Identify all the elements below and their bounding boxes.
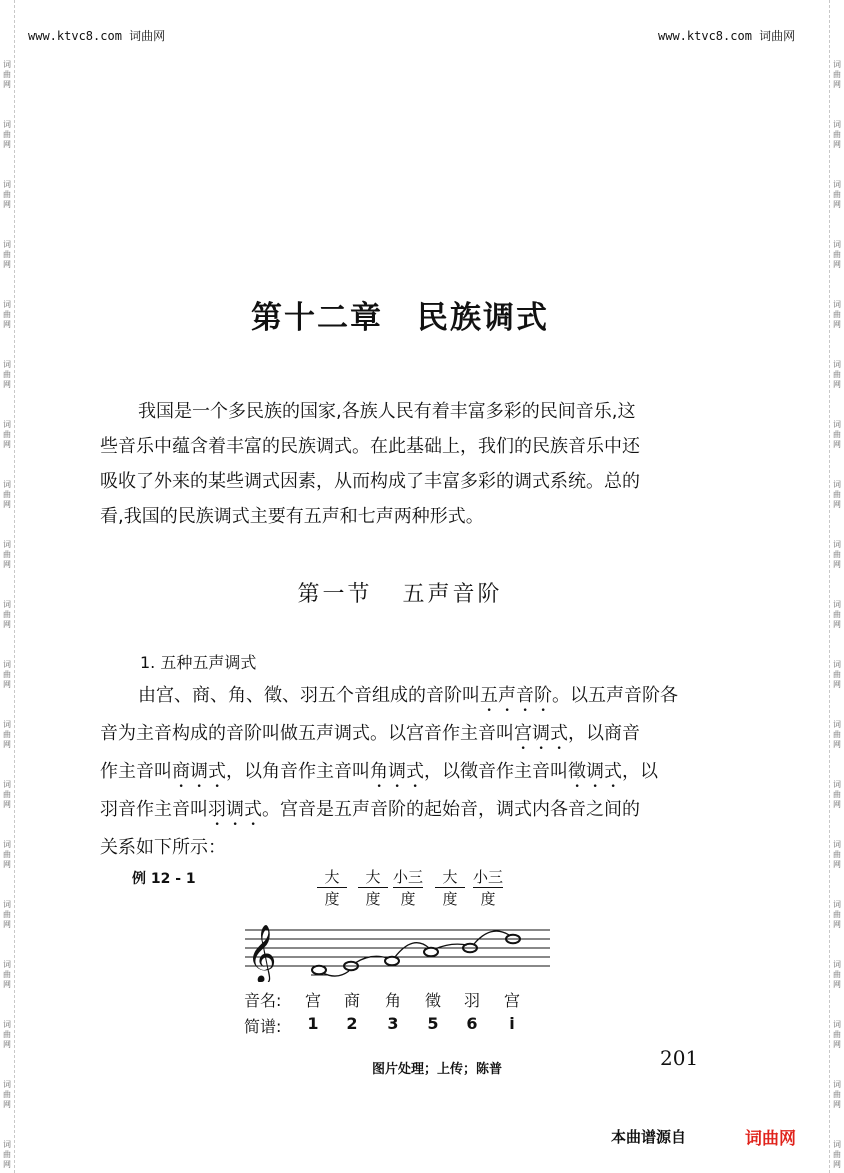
- header-left-link[interactable]: [28, 27, 165, 44]
- header-right-link[interactable]: [658, 27, 795, 44]
- text-run: ，以角音作主音叫: [226, 761, 370, 782]
- side-watermark: 词 曲 网: [833, 120, 841, 149]
- slur-1: [323, 971, 349, 976]
- footer-site-link[interactable]: 词曲网: [745, 1129, 796, 1149]
- side-watermark: 词 曲 网: [3, 120, 11, 149]
- header-right-site: 词曲网: [759, 29, 796, 43]
- side-watermark: 词 曲 网: [833, 240, 841, 269]
- text-run: 音为主音构成的音阶叫做五声调式。以宫音作主音叫: [100, 723, 514, 744]
- interval-size: 大: [435, 868, 465, 888]
- section-name: 五声音阶: [402, 582, 503, 607]
- side-watermark: 词 曲 网: [833, 780, 841, 809]
- side-watermark: 词 曲 网: [3, 60, 11, 89]
- slur-5: [474, 931, 509, 944]
- side-watermark: 词 曲 网: [833, 360, 841, 389]
- side-watermark: 词 曲 网: [3, 780, 11, 809]
- page-number: 201: [660, 1046, 699, 1070]
- header-left-url: www.ktvc8.com: [28, 29, 122, 43]
- text-run: 。宫音是五声音阶的起始音，调式内各音之间的: [262, 799, 640, 820]
- side-watermark: 词 曲 网: [3, 360, 11, 389]
- side-watermark: 词 曲 网: [833, 960, 841, 989]
- interval-unit: 度: [400, 890, 416, 908]
- credit-line: 图片处理；上传；陈普: [372, 1062, 503, 1077]
- body-line: 关系如下所示：: [100, 837, 226, 858]
- side-watermark: 词 曲 网: [833, 1080, 841, 1109]
- text-run: 作主音叫: [100, 761, 172, 782]
- side-watermark: 词 曲 网: [3, 300, 11, 329]
- text-run: ，以商音: [568, 723, 640, 744]
- side-watermark: 词 曲 网: [3, 540, 11, 569]
- text-run: ，以徵音作主音叫: [424, 761, 568, 782]
- body-line: [100, 792, 700, 830]
- interval-label: [317, 868, 347, 910]
- interval-unit: 度: [480, 890, 496, 908]
- right-margin-strip: [829, 0, 844, 1173]
- interval-label: [358, 868, 388, 910]
- text-run: 。以五声音阶各: [552, 685, 678, 706]
- side-watermark: 词 曲 网: [3, 720, 11, 749]
- side-watermark: 词 曲 网: [3, 240, 11, 269]
- interval-unit: 度: [324, 890, 340, 908]
- note-jue: [385, 957, 399, 965]
- side-watermark: 词 曲 网: [833, 900, 841, 929]
- intro-paragraph: [100, 394, 700, 534]
- text-run: 羽音作主音叫: [100, 799, 208, 820]
- section-number: 第一节: [297, 582, 373, 607]
- side-watermark: 词 曲 网: [3, 1020, 11, 1049]
- side-watermark: 词 曲 网: [3, 660, 11, 689]
- side-watermark: 词 曲 网: [3, 840, 11, 869]
- side-watermark: 词 曲 网: [833, 720, 841, 749]
- intro-line: 些音乐中蕴含着丰富的民族调式。在此基础上，我们的民族音乐中还: [100, 436, 640, 457]
- side-watermark: 词 曲 网: [3, 180, 11, 209]
- interval-unit: 度: [365, 890, 381, 908]
- side-watermark: 词 曲 网: [3, 480, 11, 509]
- jianpu-label: 简谱:: [244, 1017, 282, 1036]
- notes: [312, 935, 520, 974]
- interval-size: 小三: [393, 868, 424, 886]
- interval-unit: 度: [442, 890, 458, 908]
- side-watermark: 词 曲 网: [3, 1140, 11, 1169]
- chapter-name: 民族调式: [417, 300, 549, 336]
- jianpu-digit: 3: [387, 1014, 399, 1033]
- jianpu-digit: 5: [427, 1014, 439, 1033]
- term-shang-mode: 商调式: [172, 761, 226, 782]
- note-name-label: 音名:: [244, 991, 282, 1010]
- interval-label: [473, 868, 503, 910]
- section-title: [0, 577, 800, 608]
- body-line: [100, 754, 700, 792]
- side-watermark: 词 曲 网: [3, 1080, 11, 1109]
- interval-size: 大: [317, 868, 347, 888]
- side-watermark: 词 曲 网: [833, 300, 841, 329]
- header-right-url: www.ktvc8.com: [658, 29, 752, 43]
- chapter-number: 第十二章: [251, 300, 383, 336]
- footer-source-label: 本曲谱源自: [611, 1128, 687, 1146]
- side-watermark: 词 曲 网: [833, 600, 841, 629]
- note-name: 宫: [304, 991, 321, 1010]
- header-left-site: 词曲网: [129, 29, 166, 43]
- side-watermark: 词 曲 网: [3, 600, 11, 629]
- note-name: 宫: [503, 991, 520, 1010]
- side-watermark: 词 曲 网: [833, 60, 841, 89]
- side-watermark: 词 曲 网: [833, 1020, 841, 1049]
- note-name: 商: [343, 991, 360, 1010]
- note-name: 羽: [463, 991, 480, 1010]
- treble-clef-icon: 𝄞: [247, 924, 277, 982]
- note-name: 徵: [424, 991, 441, 1010]
- side-watermark: 词 曲 网: [833, 660, 841, 689]
- body-line: [100, 716, 700, 754]
- intro-line: 我国是一个多民族的国家,各族人民有着丰富多彩的民间音乐,这: [138, 401, 636, 422]
- example-label: 例 12 - 1: [132, 871, 196, 887]
- interval-size: 小三: [473, 868, 504, 886]
- side-watermark: 词 曲 网: [833, 180, 841, 209]
- body-line: [100, 678, 700, 716]
- side-watermark: 词 曲 网: [3, 960, 11, 989]
- side-watermark: 词 曲 网: [833, 840, 841, 869]
- side-watermark: 词 曲 网: [3, 420, 11, 449]
- side-watermark: 词 曲 网: [3, 900, 11, 929]
- term-gong-mode: 宫调式: [514, 723, 568, 744]
- side-watermark: 词 曲 网: [833, 540, 841, 569]
- body-paragraph: [100, 678, 700, 865]
- interval-label: [435, 868, 465, 910]
- term-jue-mode: 角调式: [370, 761, 424, 782]
- term-yu-mode: 羽调式: [208, 799, 262, 820]
- text-run: ，以: [622, 761, 658, 782]
- side-watermark: 词 曲 网: [833, 1140, 841, 1169]
- staff-lines: [245, 930, 550, 966]
- side-watermark: 词 曲 网: [833, 420, 841, 449]
- interval-size: 大: [358, 868, 388, 888]
- jianpu-digit: 6: [466, 1014, 478, 1033]
- music-staff: [245, 920, 550, 982]
- note-name: 角: [384, 991, 401, 1010]
- interval-label: [393, 868, 423, 910]
- jianpu-digit: 1: [307, 1014, 319, 1033]
- intro-line: 吸收了外来的某些调式因素，从而构成了丰富多彩的调式系统。总的: [100, 471, 640, 492]
- chapter-title: [0, 292, 800, 337]
- intro-line: 看,我国的民族调式主要有五声和七声两种形式。: [100, 506, 484, 527]
- term-zhi-mode: 徵调式: [568, 761, 622, 782]
- text-run: 由宫、商、角、徵、羽五个音组成的音阶叫: [138, 685, 480, 706]
- term-pentatonic-scale: 五声音阶: [480, 685, 552, 706]
- subsection-title: 1. 五种五声调式: [140, 653, 257, 672]
- jianpu-digit: i: [509, 1014, 515, 1033]
- side-watermark: 词 曲 网: [833, 480, 841, 509]
- jianpu-digit: 2: [346, 1014, 358, 1033]
